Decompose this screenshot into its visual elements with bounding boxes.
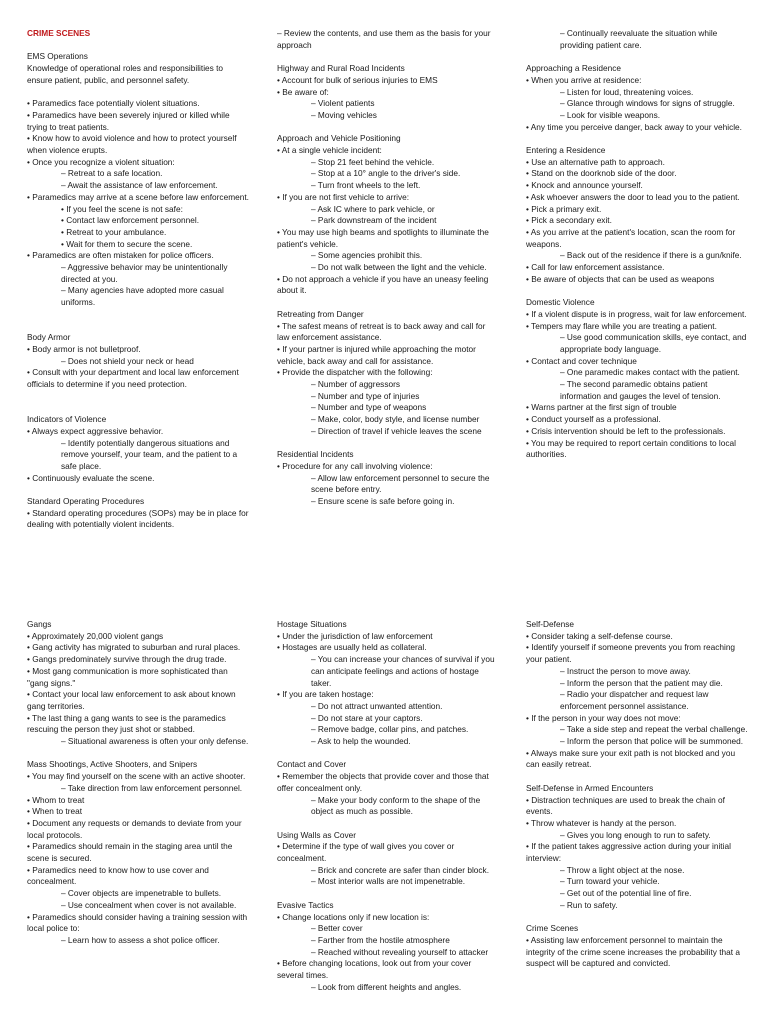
heading-residential-incidents: Residential Incidents (277, 449, 354, 460)
list-item: – Ensure scene is safe before going in. (311, 496, 455, 507)
list-item: • Knock and announce yourself. (526, 180, 643, 191)
list-ems-operations (27, 63, 249, 309)
list-item: • Contact your local law enforcement to ask about known gang territories. (27, 689, 236, 711)
list-item: • Always make sure your exit path is not blocked and you can easily retreat. (526, 747, 736, 770)
list-item: – Identify potentially dangerous situations and remove yourself, your team, and the patient to a safe place. (61, 437, 238, 471)
heading-highway-incidents: Highway and Rural Road Incidents (277, 63, 405, 74)
list-item: • Most gang communication is more sophisticated than "gang signs." (27, 665, 228, 688)
list-item: – Violent patients (311, 98, 375, 109)
list-item: • Ask whoever answers the door to lead you to the patient. (526, 191, 740, 202)
list-item: • Once you recognize a violent situation: (27, 156, 175, 167)
list-retreating-from-danger (277, 321, 499, 438)
list-item: • Contact law enforcement personnel. (61, 215, 200, 226)
list-item: • Determine if the type of wall gives you cover or concealment. (277, 841, 455, 864)
list-item: – Number of aggressors (311, 379, 401, 390)
list-item: • Paramedics should consider having a training session with local police to: (27, 911, 248, 934)
list-item: • You may be required to report certain conditions to local authorities. (526, 437, 736, 460)
list-item: dealing with potentially violent incidents. (27, 519, 175, 530)
list-item: – Do not stare at your captors. (311, 712, 423, 723)
list-item: – Take direction from law enforcement personnel. (61, 782, 243, 793)
list-item: – Better cover (311, 923, 363, 934)
list-item: • When you arrive at residence: (526, 74, 642, 85)
list-item: – Ask IC where to park vehicle, or (311, 203, 435, 214)
list-item: • If a violent dispute is in progress, wait for law enforcement. (526, 308, 747, 319)
list-item: – Many agencies have adopted more casual uniforms. (61, 285, 224, 308)
list-item: – Remove badge, collar pins, and patches. (311, 724, 469, 735)
heading-approaching-residence: Approaching a Residence (526, 63, 622, 74)
list-item: • Hostages are usually held as collateral. (277, 642, 427, 653)
list-item: • If the patient takes aggressive action during your initial interview: (526, 841, 731, 864)
list-contact-and-cover (277, 771, 499, 818)
list-item: • Know how to avoid violence and how to protect yourself when violence erupts. (27, 133, 237, 155)
list-item: • Procedure for any call involving violence: (277, 460, 433, 471)
list-item: – Listen for loud, threatening voices. (560, 86, 694, 97)
list-item: • Paramedics may arrive at a scene before law enforcement. (27, 191, 249, 202)
list-item: – Look for visible weapons. (560, 109, 661, 120)
list-item: • Remember the objects that provide cover and those that offer concealment only. (277, 771, 489, 793)
list-item: • Conduct yourself as a professional. (526, 414, 661, 425)
heading-crime-scenes: Crime Scenes (526, 923, 579, 934)
list-item: – Cover objects are impenetrable to bullets. (61, 888, 222, 899)
list-item: • Stand on the doorknob side of the door. (526, 168, 677, 179)
list-item: • If you are not first vehicle to arrive: (277, 191, 410, 202)
list-entering-residence (526, 157, 748, 286)
heading-standard-operating-procedures: Standard Operating Procedures (27, 496, 145, 507)
list-item: • Continuously evaluate the scene. (27, 472, 155, 483)
list-item: • Consider taking a self-defense course. (526, 630, 673, 641)
list-continued-reevaluate (526, 28, 748, 51)
list-item: • Standard operating procedures (SOPs) may be in place for (27, 507, 249, 518)
list-item: – Does not shield your neck or head (61, 355, 194, 366)
list-item: • Paramedics are often mistaken for police officers. (27, 250, 214, 261)
list-item: – Back out of the residence if there is a gun/knife. (560, 250, 742, 261)
list-item: • Warns partner at the first sign of trouble (526, 402, 677, 413)
heading-domestic-violence: Domestic Violence (526, 297, 595, 308)
list-item: • Be aware of objects that can be used as weapons (526, 273, 715, 284)
heading-retreating-from-danger: Retreating from Danger (277, 308, 364, 319)
list-item: • Assisting law enforcement personnel to maintain the integrity of the crime scene increases the probability that a suspect will be captured and convicted. (526, 934, 740, 969)
list-item: • Be aware of: (277, 86, 329, 97)
list-approach-vehicle-positioning (277, 145, 499, 297)
list-item: • Crisis intervention should be left to the professionals. (526, 425, 726, 436)
heading-hostage-situations: Hostage Situations (277, 619, 347, 629)
list-item: • If you are taken hostage: (277, 689, 374, 700)
list-item: – Stop 21 feet behind the vehicle. (311, 156, 435, 167)
list-item: • Contact and cover technique (526, 355, 637, 366)
list-item: • Body armor is not bulletproof. (27, 343, 141, 354)
list-crime-scenes (526, 935, 748, 970)
list-item: • Under the jurisdiction of law enforcement (277, 630, 433, 641)
list-approaching-residence (526, 75, 748, 134)
list-item: • Approximately 20,000 violent gangs (27, 630, 164, 641)
list-item: – Gives you long enough to run to safety. (560, 829, 711, 840)
list-item: • When to treat (27, 806, 83, 817)
list-item: – Make your body conform to the shape of the object as much as possible. (311, 794, 481, 817)
list-item: – Do not walk between the light and the vehicle. (311, 262, 487, 273)
list-item: • Change locations only if new location is: (277, 911, 430, 922)
list-residential-incidents (277, 461, 499, 508)
list-item: • Always expect aggressive behavior. (27, 425, 164, 436)
list-item: • You may use high beams and spotlights to illuminate the patient's vehicle. (277, 226, 489, 249)
heading-indicators-of-violence: Indicators of Violence (27, 414, 107, 425)
list-item: – Reached without revealing yourself to attacker (311, 946, 489, 957)
list-item: • Pick a primary exit. (526, 203, 602, 214)
list-item: – Use good communication skills, eye contact, and appropriate body language. (560, 332, 747, 354)
list-item: • Gang activity has migrated to suburban and rural places. (27, 642, 241, 653)
list-item: – Farther from the hostile atmosphere (311, 934, 450, 945)
list-item: • Identify yourself if someone prevents you from reaching your patient. (526, 642, 736, 665)
list-mass-shootings (27, 771, 249, 947)
list-item: • Document any requests or demands to deviate from your local protocols. (27, 817, 242, 840)
list-item: – Allow law enforcement personnel to secure the scene before entry. (311, 472, 490, 495)
list-item: • Pick a secondary exit. (526, 215, 612, 226)
list-item: – Number and type of weapons (311, 402, 427, 413)
list-item: – Turn front wheels to the left. (311, 180, 421, 191)
list-item: – Throw a light object at the nose. (560, 864, 685, 875)
list-item: – Look from different heights and angles. (311, 981, 462, 992)
list-item: • Paramedics need to know how to use cover and concealment. (27, 864, 209, 887)
list-item: • You may find yourself on the scene with an active shooter. (27, 771, 246, 782)
heading-self-defense: Self-Defense (526, 619, 574, 629)
list-item: • Throw whatever is handy at the person. (526, 817, 677, 828)
list-highway-incidents (277, 75, 499, 122)
list-item: • If you feel the scene is not safe: (61, 203, 183, 214)
list-continued-review (277, 28, 499, 51)
column-2 (277, 28, 499, 508)
list-item: • If your partner is injured while approaching the motor vehicle, back away and call for assistance. (277, 343, 476, 366)
list-item: – Number and type of injuries (311, 390, 420, 401)
list-item: • Distraction techniques are used to break the chain of events. (526, 794, 725, 817)
list-item: – Turn toward your vehicle. (560, 876, 660, 887)
document-title: CRIME SCENES (27, 28, 91, 38)
column-6 (526, 619, 748, 970)
list-item: – Get out of the potential line of fire. (560, 888, 692, 899)
list-item: – Ask to help the wounded. (311, 736, 411, 747)
heading-evasive-tactics: Evasive Tactics (277, 899, 334, 910)
list-item: • Use an alternative path to approach. (526, 156, 665, 167)
list-item: – Take a side step and repeat the verbal challenge. (560, 724, 748, 735)
list-item: – Await the assistance of law enforcement. (61, 180, 218, 191)
list-item: Knowledge of operational roles and responsibilities to ensure patient, public, and personnel safety. (27, 63, 224, 85)
list-item: • As you arrive at the patient's location, scan the room for weapons. (526, 226, 736, 249)
list-item: • Consult with your department and local law enforcement officials to determine if you need protection. (27, 367, 239, 390)
list-indicators-of-violence (27, 426, 249, 485)
list-item: • Paramedics should remain in the staging area until the scene is secured. (27, 841, 233, 864)
list-item: – Retreat to a safe location. (61, 168, 163, 179)
heading-walls-as-cover: Using Walls as Cover (277, 829, 356, 840)
list-self-defense-armed (526, 795, 748, 912)
list-item: • Provide the dispatcher with the following: (277, 367, 433, 378)
list-domestic-violence (526, 309, 748, 461)
column-3 (526, 28, 748, 461)
list-item: • Call for law enforcement assistance. (526, 262, 665, 273)
list-item: – Instruct the person to move away. (560, 665, 691, 676)
list-item: – Radio your dispatcher and request law enforcement personnel assistance. (560, 689, 709, 711)
list-item: – Direction of travel if vehicle leaves the scene (311, 425, 482, 436)
list-item: • Gangs predominately survive through the drug trade. (27, 654, 227, 665)
list-item: • Do not approach a vehicle if you have an uneasy feeling about it. (277, 273, 489, 296)
list-item: – Learn how to assess a shot police officer. (61, 934, 220, 945)
heading-gangs: Gangs (27, 619, 52, 629)
list-item: – Moving vehicles (311, 109, 377, 120)
heading-mass-shootings: Mass Shootings, Active Shooters, and Snipers (27, 759, 198, 770)
list-item: – Brick and concrete are safer than cinder block. (311, 864, 490, 875)
list-item: • Whom to treat (27, 794, 85, 805)
list-item: – Do not attract unwanted attention. (311, 700, 443, 711)
list-item: • Account for bulk of serious injuries to EMS (277, 74, 438, 85)
list-item: • The last thing a gang wants to see is the paramedics rescuing the person they just shot or stabbed. (27, 712, 226, 735)
list-item: – One paramedic makes contact with the patient. (560, 367, 740, 378)
list-item: – Make, color, body style, and license number (311, 414, 480, 425)
list-evasive-tactics (277, 912, 499, 994)
list-item: • The safest means of retreat is to back away and call for law enforcement assistance. (277, 320, 486, 343)
list-item: – You can increase your chances of survival if you can anticipate feelings and actions of hostage taker. (311, 654, 495, 688)
heading-contact-and-cover: Contact and Cover (277, 759, 347, 770)
list-item: – The second paramedic obtains patient information and gauges the level of tension. (560, 379, 721, 401)
list-item: • Before changing locations, look out from your cover several times. (277, 958, 472, 981)
heading-body-armor: Body Armor (27, 332, 71, 343)
list-walls-as-cover (277, 841, 499, 888)
list-self-defense (526, 631, 748, 771)
list-hostage-situations (277, 631, 499, 748)
list-item: – Most interior walls are not impenetrable. (311, 876, 466, 887)
list-standard-operating-procedures (27, 508, 249, 531)
list-item: – Stop at a 10° angle to the driver's side. (311, 168, 461, 179)
list-item: – Use concealment when cover is not available. (61, 899, 237, 910)
heading-approach-vehicle-positioning: Approach and Vehicle Positioning (277, 133, 401, 144)
list-item: – Inform the person that the patient may die. (560, 677, 723, 688)
list-item: – Inform the person that police will be summoned. (560, 736, 744, 747)
column-1 (27, 28, 249, 531)
list-item: • At a single vehicle incident: (277, 145, 382, 155)
column-5 (277, 619, 499, 993)
list-item: – Park downstream of the incident (311, 215, 437, 226)
list-item: • Tempers may flare while you are treating a patient. (526, 320, 717, 331)
list-item: – Some agencies prohibit this. (311, 250, 423, 261)
heading-entering-residence: Entering a Residence (526, 145, 606, 155)
column-4 (27, 619, 249, 947)
list-item: – Run to safety. (560, 899, 618, 910)
list-item: • Retreat to your ambulance. (61, 226, 167, 237)
list-item: • Paramedics face potentially violent situations. (27, 98, 200, 109)
list-gangs (27, 631, 249, 748)
spacer (27, 87, 249, 99)
list-item: – Glance through windows for signs of struggle. (560, 98, 735, 109)
list-item: – Review the contents, and use them as the basis for your approach (277, 28, 491, 50)
heading-self-defense-armed: Self-Defense in Armed Encounters (526, 782, 654, 793)
list-item: • Paramedics have been severely injured or killed while trying to treat patients. (27, 109, 230, 132)
list-item: • Wait for them to secure the scene. (61, 238, 193, 249)
heading-ems-operations: EMS Operations (27, 51, 88, 62)
list-item: – Situational awareness is often your only defense. (61, 736, 249, 747)
list-item: – Aggressive behavior may be unintentionally directed at you. (61, 262, 228, 284)
list-item: • Any time you perceive danger, back away to your vehicle. (526, 121, 742, 132)
list-item: – Continually reevaluate the situation while providing patient care. (560, 28, 718, 50)
list-item: • If the person in your way does not move: (526, 712, 681, 723)
list-body-armor (27, 344, 249, 391)
